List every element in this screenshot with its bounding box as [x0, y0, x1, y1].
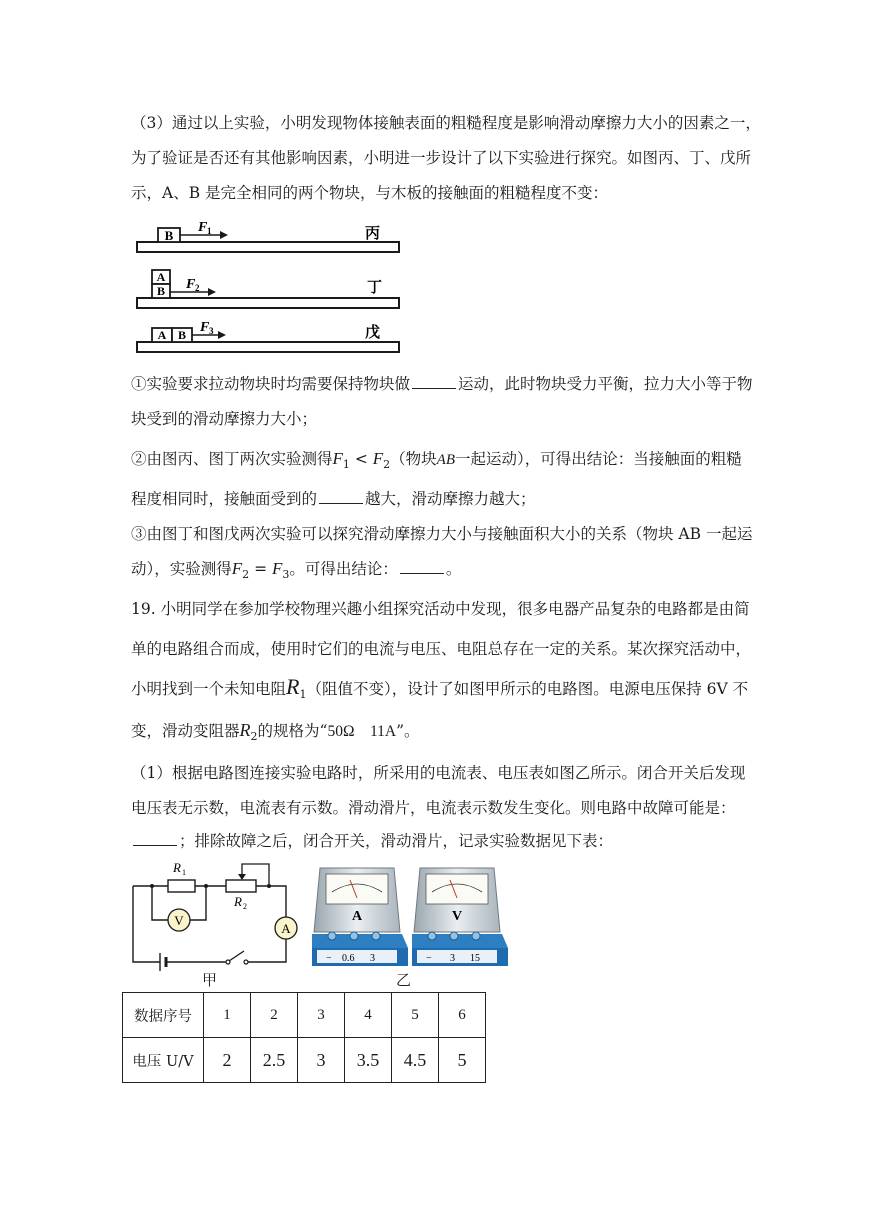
q2-f2-sub: 2 [383, 458, 391, 471]
voltmeter-terminal-15: 15 [470, 953, 480, 964]
table-cell-4: 3.5 [345, 1038, 392, 1083]
q2-f1: F [332, 449, 343, 468]
force-f3-sub: 3 [209, 326, 214, 336]
p19-text-4a: 变，滑动变阻器 [131, 722, 240, 740]
answer-blank-3[interactable] [400, 559, 444, 574]
circuit-r1-sub: 1 [182, 868, 186, 877]
circuit-diagram [128, 856, 308, 988]
table-cell-2: 2.5 [251, 1038, 298, 1083]
label-ding: 丁 [367, 280, 383, 296]
answer-blank-4[interactable] [133, 831, 177, 846]
table-cell-3: 3 [298, 1038, 345, 1083]
ammeter-letter: A [351, 909, 363, 924]
p19q1-text-3: ；排除故障之后，闭合开关，滑动滑片，记录实验数据见下表： [179, 832, 614, 850]
q3-f2-sub: 2 [242, 568, 250, 581]
p19-line2: 单的电路组合而成，使用时它们的电流与电压、电阻总存在一定的关系。某次探究活动中， [131, 640, 752, 658]
ammeter-terminal-neg: − [326, 953, 332, 964]
q1-line2: 块受到的滑动摩擦力大小； [131, 410, 318, 428]
q3-eq: = [249, 560, 272, 578]
table-header-6: 6 [439, 993, 486, 1038]
q3-text-b: 动），实验测得 [131, 560, 232, 578]
p19q1-line3 [131, 830, 613, 852]
section3-line3: 示，A、B 是完全相同的两个物块，与木板的接触面的粗糙程度不变： [131, 184, 609, 202]
q2-text-e: 越大，滑动摩擦力越大； [365, 490, 536, 508]
table-header-1: 1 [204, 993, 251, 1038]
force-f3: F [200, 320, 210, 335]
p19-line4 [131, 719, 420, 748]
q1-text-a: ①实验要求拉动物块时均需要保持物块做 [131, 375, 411, 393]
voltmeter-device [412, 868, 508, 966]
force-f1-sub: 1 [207, 226, 212, 236]
circuit-r2-sub: 2 [243, 902, 247, 911]
q2-text-b: （物块 [390, 450, 437, 468]
q1-text-b: 运动，此时物块受力平衡，拉力大小等于物 [458, 375, 753, 393]
p19-text-4c: ”。 [396, 722, 420, 740]
q1-line1 [131, 373, 753, 395]
q2-line2 [131, 488, 536, 510]
resistor-r1 [168, 880, 195, 892]
q3-f3-sub: 3 [282, 568, 290, 581]
circuit-r2: R [234, 894, 242, 909]
q2-text-c: 一起运动），可得出结论：当接触面的粗糙 [454, 450, 742, 468]
p19-r1-sub: 1 [299, 688, 307, 701]
q3-text-c: 。可得出结论： [289, 560, 398, 578]
block-a-row3-label: A [157, 328, 167, 342]
meters-figure [312, 852, 512, 967]
p19-r2: R [239, 720, 251, 740]
circuit-voltmeter-label: V [174, 913, 184, 928]
label-bing: 丙 [365, 226, 381, 242]
label-wu: 戊 [365, 325, 381, 341]
p19-spec: 50Ω 11A [327, 723, 397, 740]
table-row-label: 电压 U/V [123, 1038, 204, 1083]
section3-line2: 为了验证是否还有其他影响因素，小明进一步设计了以下实验进行探究。如图丙、丁、戊所 [131, 149, 752, 167]
q2-ab: AB [436, 452, 455, 468]
table-header-4: 4 [345, 993, 392, 1038]
table-header-3: 3 [298, 993, 345, 1038]
voltmeter-terminal-neg: − [426, 953, 432, 964]
table-cell-1: 2 [204, 1038, 251, 1083]
force-f1: F [198, 220, 208, 235]
ammeter-terminal-3: 3 [370, 953, 375, 964]
p19q1-line1: （1）根据电路图连接实验电路时，所采用的电流表、电压表如图乙所示。闭合开关后发现 [131, 764, 746, 782]
voltmeter-letter: V [451, 909, 463, 924]
q3-f3: F [272, 559, 283, 578]
q3-text-d: 。 [445, 560, 462, 578]
q2-text-a: ②由图丙、图丁两次实验测得 [131, 450, 333, 468]
q2-line1 [131, 448, 742, 476]
q2-f2: F [372, 449, 384, 468]
table-cell-6: 5 [439, 1038, 486, 1083]
ammeter-device [312, 868, 408, 966]
block-b-row2-label: B [156, 284, 166, 298]
circuit-caption: 甲 [202, 971, 218, 989]
q3-f2: F [231, 559, 243, 578]
block-a-row2-label: A [156, 270, 166, 284]
answer-blank-1[interactable] [412, 374, 456, 389]
ammeter-terminal-06: 0.6 [342, 953, 355, 964]
friction-figure [130, 214, 410, 360]
table-row-voltage [123, 1038, 486, 1083]
q2-text-d: 程度相同时，接触面受到的 [131, 490, 318, 508]
circuit-r1: R [173, 860, 181, 875]
rheostat-r2 [226, 880, 256, 892]
p19-r1: R [286, 674, 300, 699]
q2-f1-sub: 1 [342, 458, 350, 471]
answer-blank-2[interactable] [319, 489, 363, 504]
q2-lt: < [349, 450, 373, 468]
table-cell-5: 4.5 [392, 1038, 439, 1083]
p19-line1: 19. 小明同学在参加学校物理兴趣小组探究活动中发现，很多电器产品复杂的电路都是由简 [131, 600, 750, 618]
p19-r2-sub: 2 [250, 730, 258, 743]
p19-text-3a: 小明找到一个未知电阻 [131, 680, 287, 698]
block-b-row3-label: B [177, 328, 187, 342]
force-f2: F [186, 277, 196, 292]
table-header-5: 5 [392, 993, 439, 1038]
section3-line1: （3）通过以上实验，小明发现物体接触表面的粗糙程度是影响滑动摩擦力大小的因素之一， [131, 114, 761, 132]
block-b-row1-label: B [164, 228, 174, 243]
table-header-2: 2 [251, 993, 298, 1038]
force-f2-sub: 2 [195, 283, 200, 293]
p19-line3 [131, 676, 748, 706]
meters-caption: 乙 [396, 971, 412, 989]
voltmeter-terminal-3: 3 [450, 953, 455, 964]
table-header-label: 数据序号 [123, 993, 204, 1038]
p19q1-line2: 电压表无示数，电流表有示数。滑动滑片，电流表示数发生变化。则电路中故障可能是： [131, 799, 736, 817]
p19-text-4b: 的规格为“ [257, 722, 328, 740]
q3-line2 [131, 558, 461, 586]
data-table [122, 992, 486, 1083]
q3-line1: ③由图丁和图戊两次实验可以探究滑动摩擦力大小与接触面积大小的关系（物块 AB 一起运 [131, 525, 753, 543]
p19-text-3b: （阻值不变），设计了如图甲所示的电路图。电源电压保持 6V 不 [306, 680, 749, 698]
table-row-header [123, 993, 486, 1038]
circuit-ammeter-label: A [281, 921, 291, 936]
